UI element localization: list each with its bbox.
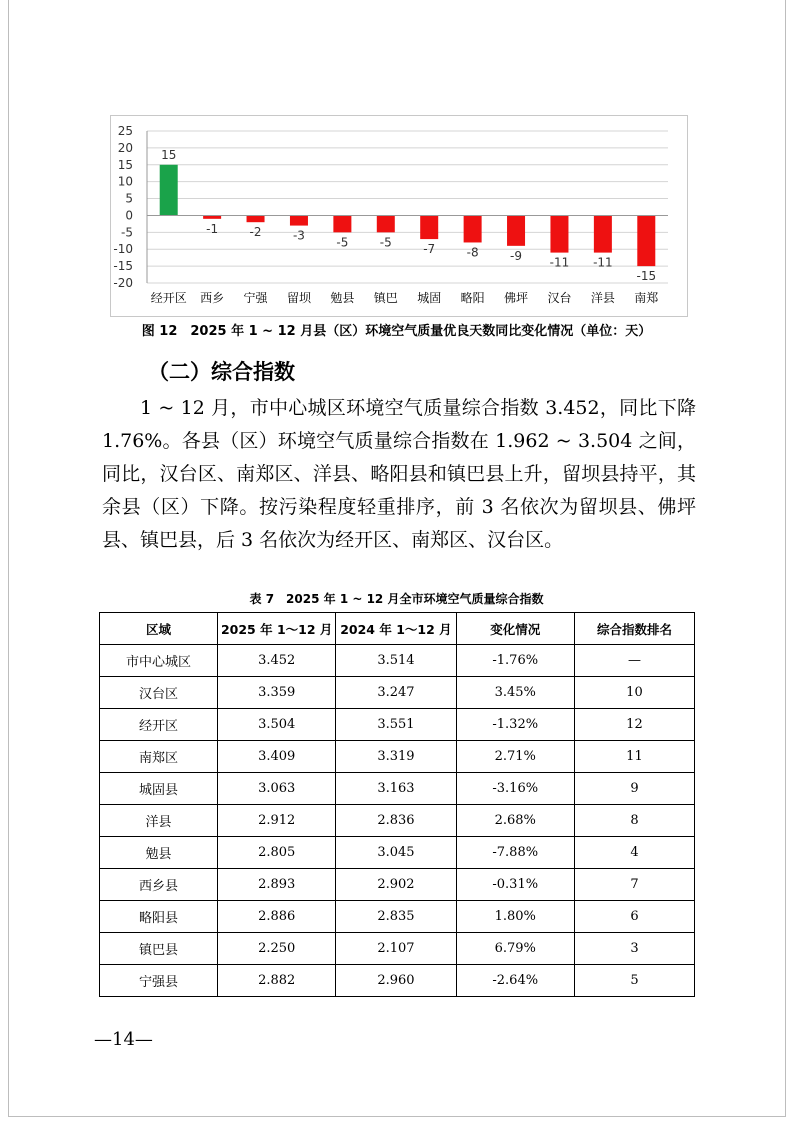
bar <box>464 215 482 242</box>
x-tick-label: 汉台 <box>547 291 572 305</box>
bar <box>377 215 395 232</box>
bar <box>594 215 612 252</box>
cell-2025: 3.063 <box>218 773 336 805</box>
y-tick-label: 0 <box>125 208 133 223</box>
data-label: -7 <box>423 242 436 257</box>
header-rank: 综合指数排名 <box>574 613 694 645</box>
y-tick-label: 25 <box>117 124 133 138</box>
cell-change: 6.79% <box>456 933 574 965</box>
composite-index-table <box>99 612 695 997</box>
cell-2025: 3.359 <box>218 677 336 709</box>
cell-2025: 2.912 <box>218 805 336 837</box>
cell-2024: 2.960 <box>336 965 456 997</box>
cell-change: 3.45% <box>456 677 574 709</box>
cell-region: 汉台区 <box>100 677 218 709</box>
cell-2024: 3.163 <box>336 773 456 805</box>
bar <box>550 215 568 252</box>
bar <box>507 215 525 245</box>
data-label: -8 <box>466 245 479 260</box>
table-row <box>100 933 695 965</box>
cell-rank: 12 <box>574 709 694 741</box>
cell-2025: 2.250 <box>218 933 336 965</box>
cell-region: 宁强县 <box>100 965 218 997</box>
cell-2024: 3.514 <box>336 645 456 677</box>
table-row <box>100 741 695 773</box>
page-number: —14— <box>94 1029 153 1050</box>
cell-2025: 2.893 <box>218 869 336 901</box>
cell-change: 1.80% <box>456 901 574 933</box>
y-tick-label: 20 <box>117 140 133 155</box>
data-label: -5 <box>379 235 392 250</box>
data-label: -1 <box>206 221 219 236</box>
bar <box>203 215 221 218</box>
cell-rank: 5 <box>574 965 694 997</box>
cell-rank: 11 <box>574 741 694 773</box>
cell-2024: 3.551 <box>336 709 456 741</box>
cell-2024: 2.835 <box>336 901 456 933</box>
cell-2025: 3.504 <box>218 709 336 741</box>
cell-region: 洋县 <box>100 805 218 837</box>
data-label: -2 <box>249 225 262 240</box>
bar <box>160 165 178 216</box>
data-label: 15 <box>161 147 177 162</box>
cell-region: 经开区 <box>100 709 218 741</box>
x-tick-label: 宁强 <box>243 291 268 305</box>
section-heading: （二）综合指数 <box>148 360 295 384</box>
y-tick-label: 15 <box>117 157 133 172</box>
data-label: -11 <box>593 255 613 270</box>
header-2025: 2025 年 1～12 月 <box>218 613 336 645</box>
cell-region: 镇巴县 <box>100 933 218 965</box>
x-tick-label: 西乡 <box>200 291 225 305</box>
x-tick-label: 洋县 <box>590 291 615 305</box>
bar <box>637 215 655 266</box>
cell-rank: 8 <box>574 805 694 837</box>
cell-2024: 2.836 <box>336 805 456 837</box>
y-tick-label: -5 <box>121 225 133 240</box>
header-region: 区域 <box>100 613 218 645</box>
y-tick-label: 10 <box>117 174 133 189</box>
cell-region: 市中心城区 <box>100 645 218 677</box>
x-tick-label: 略阳 <box>460 291 485 305</box>
table-row <box>100 709 695 741</box>
cell-2024: 2.902 <box>336 869 456 901</box>
cell-rank: 4 <box>574 837 694 869</box>
data-label: -9 <box>510 248 523 263</box>
table-row <box>100 677 695 709</box>
x-tick-label: 勉县 <box>330 291 355 305</box>
data-label: -15 <box>636 269 657 284</box>
y-tick-label: -20 <box>113 276 133 290</box>
header-change: 变化情况 <box>456 613 574 645</box>
cell-change: -2.64% <box>456 965 574 997</box>
cell-change: -7.88% <box>456 837 574 869</box>
bar <box>247 215 265 222</box>
cell-region: 略阳县 <box>100 901 218 933</box>
cell-2024: 3.045 <box>336 837 456 869</box>
cell-rank: — <box>574 645 694 677</box>
y-tick-label: -10 <box>113 242 133 257</box>
table-row <box>100 773 695 805</box>
table-caption: 表 7 2025 年 1 ~ 12 月全市环境空气质量综合指数 <box>249 592 544 606</box>
cell-rank: 3 <box>574 933 694 965</box>
cell-2025: 2.882 <box>218 965 336 997</box>
table-header-row <box>100 613 695 645</box>
x-tick-label: 佛坪 <box>504 291 529 305</box>
cell-change: 2.68% <box>456 805 574 837</box>
table-row <box>100 837 695 869</box>
x-tick-label: 城固 <box>417 291 442 305</box>
cell-2025: 3.452 <box>218 645 336 677</box>
x-tick-label: 南郑 <box>634 291 659 305</box>
cell-change: -3.16% <box>456 773 574 805</box>
cell-region: 南郑区 <box>100 741 218 773</box>
cell-rank: 9 <box>574 773 694 805</box>
cell-rank: 6 <box>574 901 694 933</box>
bar-chart <box>110 115 688 317</box>
bar <box>290 215 308 225</box>
cell-2025: 2.805 <box>218 837 336 869</box>
table-row <box>100 645 695 677</box>
cell-region: 勉县 <box>100 837 218 869</box>
cell-region: 城固县 <box>100 773 218 805</box>
table-row <box>100 805 695 837</box>
cell-rank: 10 <box>574 677 694 709</box>
data-label: -3 <box>292 228 305 243</box>
table-row <box>100 901 695 933</box>
data-label: -11 <box>549 255 570 270</box>
cell-region: 西乡县 <box>100 869 218 901</box>
cell-2025: 2.886 <box>218 901 336 933</box>
cell-change: 2.71% <box>456 741 574 773</box>
x-tick-label: 镇巴 <box>373 291 398 305</box>
x-tick-label: 留坝 <box>286 291 311 305</box>
y-tick-label: 5 <box>125 191 133 206</box>
body-paragraph: 1 ~ 12 月，市中心城区环境空气质量综合指数 3.452，同比下降 1.76%。各县（区）环境空气质量综合指数在 1.962 ~ 3.504 之间，同比，汉台区、南郑区、洋县、略阳县和镇巴县上升，留坝县持平，其余县（区）下降。按污染程度轻重排序，前 3 名依次为留坝县、佛坪县、镇巴县，后 3 名依次为经开区、南郑区、汉台区。 <box>102 397 696 551</box>
cell-2024: 3.247 <box>336 677 456 709</box>
cell-change: -1.32% <box>456 709 574 741</box>
x-tick-label: 经开区 <box>150 291 187 305</box>
table-row <box>100 965 695 997</box>
chart-svg <box>111 116 687 316</box>
figure-caption: 图 12 2025 年 1 ~ 12 月县（区）环境空气质量优良天数同比变化情况（单位：天） <box>141 324 652 339</box>
cell-2025: 3.409 <box>218 741 336 773</box>
cell-rank: 7 <box>574 869 694 901</box>
bar <box>420 215 438 239</box>
table-row <box>100 869 695 901</box>
bar <box>333 215 351 232</box>
cell-2024: 3.319 <box>336 741 456 773</box>
data-label: -5 <box>336 235 349 250</box>
header-2024: 2024 年 1～12 月 <box>336 613 456 645</box>
y-tick-label: -15 <box>113 259 133 274</box>
cell-change: -1.76% <box>456 645 574 677</box>
cell-2024: 2.107 <box>336 933 456 965</box>
cell-change: -0.31% <box>456 869 574 901</box>
